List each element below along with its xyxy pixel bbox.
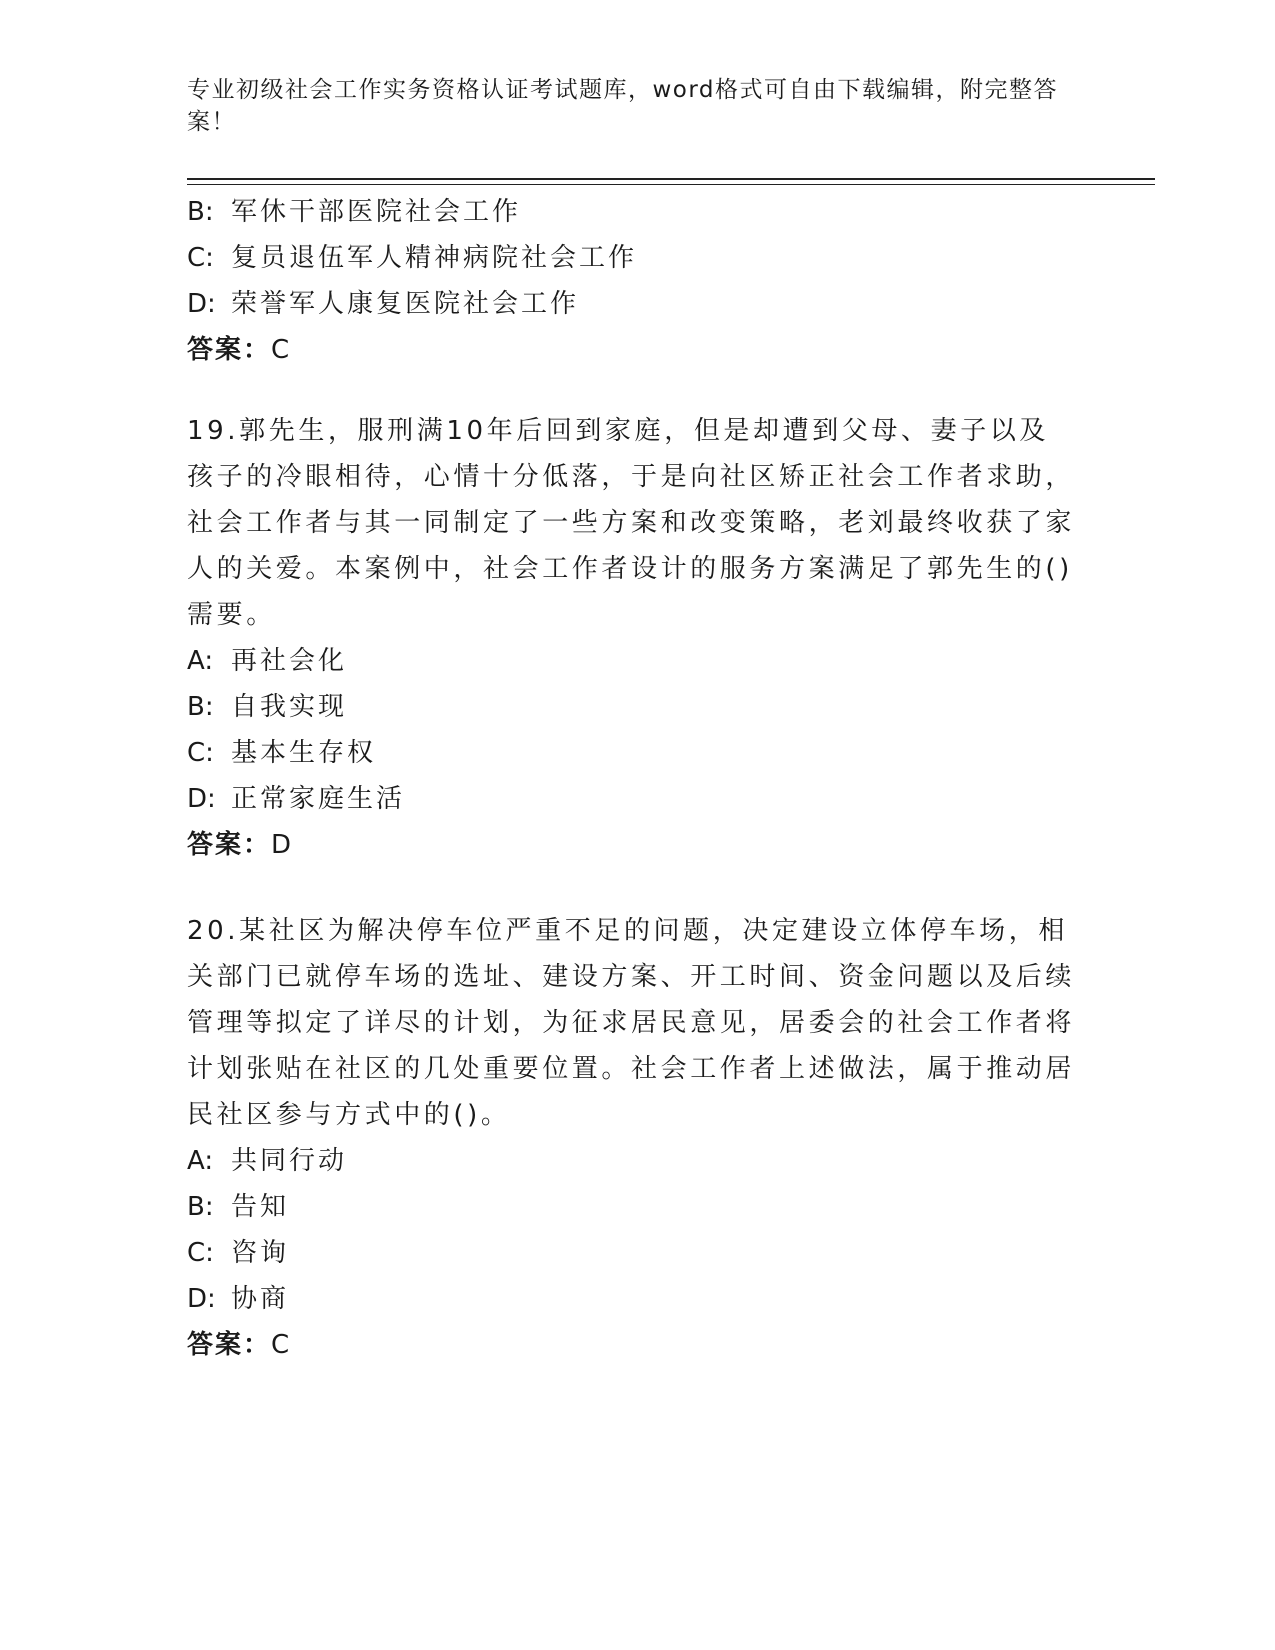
option-text: 正常家庭生活: [231, 784, 406, 814]
option-b: [187, 684, 1077, 730]
option-a: [187, 638, 1077, 684]
answer-line: [187, 327, 1077, 373]
answer-label: 答案：: [187, 1330, 272, 1360]
option-text: 荣誉军人康复医院社会工作: [231, 289, 580, 319]
answer-value: C: [271, 1330, 290, 1360]
option-c: [187, 235, 1077, 281]
option-d: [187, 776, 1077, 822]
header-divider-thin: [187, 184, 1155, 185]
option-letter: B:: [187, 197, 214, 227]
option-letter: D:: [187, 289, 216, 319]
question-20: [187, 908, 1077, 1368]
option-letter: D:: [187, 1284, 216, 1314]
option-text: 再社会化: [231, 646, 348, 676]
option-b: [187, 1184, 1077, 1230]
option-text: 协商: [231, 1284, 290, 1314]
option-letter: A:: [187, 646, 214, 676]
option-text: 咨询: [231, 1238, 290, 1268]
option-text: 军休干部医院社会工作: [231, 197, 522, 227]
option-letter: B:: [187, 1192, 214, 1222]
option-text: 自我实现: [231, 692, 348, 722]
option-d: [187, 1276, 1077, 1322]
option-c: [187, 730, 1077, 776]
question-stem: 20.某社区为解决停车位严重不足的问题，决定建设立体停车场，相关部门已就停车场的选址、建设方案、开工时间、资金问题以及后续管理等拟定了详尽的计划，为征求居民意见，居委会的社会工作者将计划张贴在社区的几处重要位置。社会工作者上述做法，属于推动居民社区参与方式中的()。: [187, 916, 1076, 1130]
option-d: [187, 281, 1077, 327]
answer-label: 答案：: [187, 335, 272, 365]
option-text: 复员退伍军人精神病院社会工作: [231, 243, 638, 273]
header-divider-thick: [187, 178, 1155, 180]
answer-line: [187, 822, 1077, 868]
option-letter: B:: [187, 692, 214, 722]
option-b: [187, 189, 1077, 235]
option-text: 基本生存权: [231, 738, 377, 768]
option-letter: C:: [187, 738, 214, 768]
option-letter: D:: [187, 784, 216, 814]
document-header: 专业初级社会工作实务资格认证考试题库，word格式可自由下载编辑，附完整答案！: [187, 77, 1059, 135]
question-19: [187, 408, 1077, 868]
answer-value: D: [271, 830, 292, 860]
question-18-continued: [187, 189, 1077, 373]
option-letter: C:: [187, 1238, 214, 1268]
option-a: [187, 1138, 1077, 1184]
option-text: 共同行动: [231, 1146, 348, 1176]
option-c: [187, 1230, 1077, 1276]
option-letter: A:: [187, 1146, 214, 1176]
option-letter: C:: [187, 243, 214, 273]
answer-line: [187, 1322, 1077, 1368]
answer-value: C: [271, 335, 290, 365]
question-stem: 19.郭先生，服刑满10年后回到家庭，但是却遭到父母、妻子以及孩子的冷眼相待，心情十分低落，于是向社区矫正社会工作者求助，社会工作者与其一同制定了一些方案和改变策略，老刘最终收获了家人的关爱。本案例中，社会工作者设计的服务方案满足了郭先生的()需要。: [187, 416, 1076, 630]
answer-label: 答案：: [187, 830, 272, 860]
option-text: 告知: [231, 1192, 290, 1222]
